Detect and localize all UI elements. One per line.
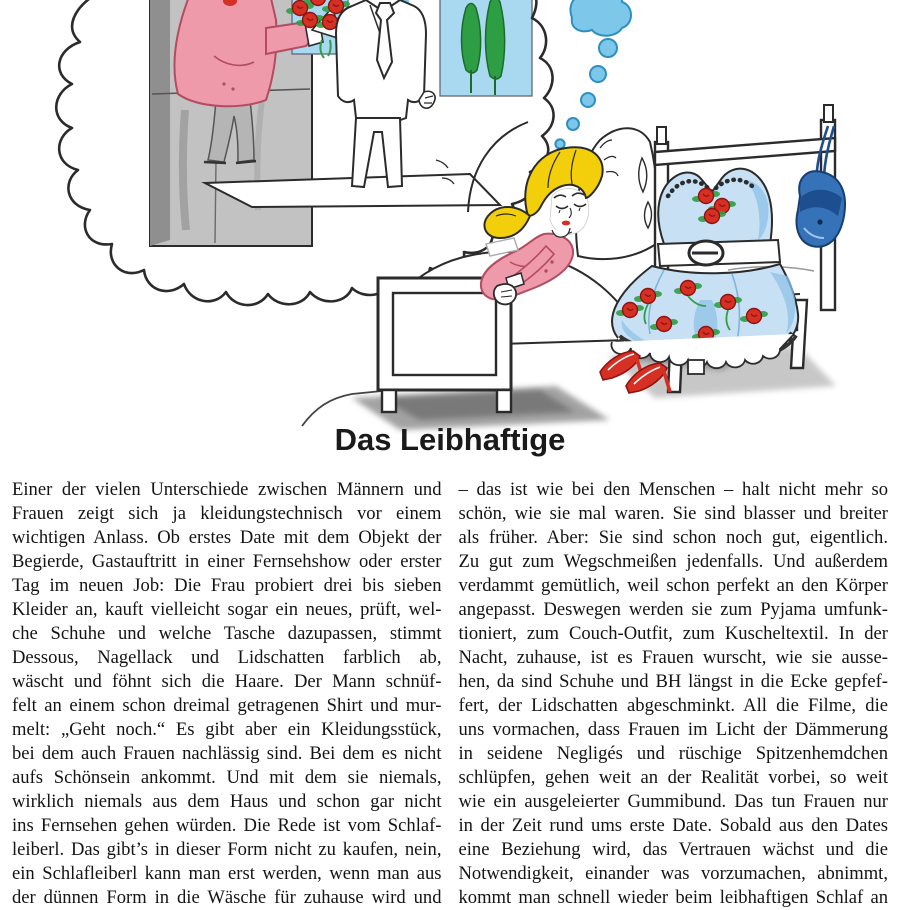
illustration-svg (0, 0, 900, 418)
text-line: felt an einem schon dreimal getragenen Shirt und mur- (12, 695, 442, 716)
text-line: Frauen zeigt sich ja kleidungstechnisch vor einem (12, 503, 442, 524)
text-line: fert, der Lidschatten abgeschminkt. All die Filme, die (458, 695, 888, 716)
text-line: melt: „Geht noch.“ Es gibt aber ein Kleidungsstück, (12, 719, 442, 740)
text-line: aufs Schönsein ankommt. Und mit dem sie niemals, (12, 767, 442, 788)
left-column (12, 478, 442, 908)
lips (562, 221, 570, 226)
text-line: schön, wie sie mal waren. Sie sind blasser und breiter (458, 503, 888, 524)
left-clipped-line (12, 886, 442, 908)
text-line: ein Schlafleiberl kann man erst werden, wenn man aus (12, 863, 442, 884)
text-line: angepasst. Deswegen werden sie zum Pyjama umfunk- (458, 599, 888, 620)
text-line: bei dem auch Frauen nachlässig sind. Bei dem es nicht (12, 743, 442, 764)
text-line: der dünnen Form in die Wäsche für zuhause wird und (12, 887, 442, 908)
dress-belt (658, 240, 780, 266)
hem-tab (688, 360, 704, 374)
text-line: hen, da sind Schuhe und BH längst in die Ecke gepfef- (458, 671, 888, 692)
text-line: wichtigen Anlass. Ob erstes Date mit dem Objekt der (12, 527, 442, 548)
text-line: Dessous, Nagellack und Lidschatten farblich ab, (12, 647, 442, 668)
text-line: Begierde, Gastauftritt in einer Fernsehshow oder erster (12, 551, 442, 572)
text-line: che Schuhe und welche Tasche dazupassen, stimmt (12, 623, 442, 644)
text-line: tioniert, zum Couch-Outfit, zum Kuscheltextil. In der (458, 623, 888, 644)
hand (494, 284, 516, 304)
right-column-lines (459, 478, 889, 886)
text-line: leiberl. Das gibt’s in dieser Form nicht zu kaufen, nein, (12, 839, 442, 860)
text-line: eine Beziehung wird, das Vertrauen wächst und die (458, 839, 888, 860)
text-line: verdammt gemütlich, weil schon perfekt an den Körper (458, 575, 888, 596)
right-clipped-line (458, 886, 889, 908)
text-line: in der Zeit rund ums erste Date. Sobald aus den Dates (458, 815, 888, 836)
text-line: uns vormachen, dass Frauen im Licht der Dämmerung (458, 719, 888, 740)
text-line: – das ist wie bei den Menschen – halt nicht mehr so (458, 479, 888, 500)
text-line: kommt man schnell wieder beim leibhaftigen Schlaf an (458, 887, 888, 908)
text-line: schlüpfen, gehen weit an der Realität vorbei, so weit (458, 767, 888, 788)
page-title: Das Leibhaftige (334, 422, 566, 457)
text-line: in seidene Negligés und rüschige Spitzenhemdchen (458, 743, 888, 764)
face (550, 189, 589, 235)
text-line: Kleider an, kauft vielleicht sogar ein neues, prüft, wel- (12, 599, 442, 620)
text-line: Notwendigkeit, einander was vorzumachen, abnimmt, (458, 863, 888, 884)
dream-bubble-trail (555, 0, 631, 149)
text-line: Einer der vielen Unterschiede zwischen Männern und (12, 479, 442, 500)
text-line: wie ein ausgeleierter Gummibund. Das tun Frauen nur (458, 791, 888, 812)
text-line: ins Fernsehen gehen würden. Die Rede ist vom Schlaf- (12, 815, 442, 836)
text-line: Nacht, zuhause, ist es Frauen wurscht, wie sie ausse- (458, 647, 888, 668)
text-line: Zu gut zum Wegschmeißen jedenfalls. Und außerdem (458, 551, 888, 572)
article (0, 464, 900, 908)
text-line: Tag im neuen Job: Die Frau probiert drei bis sieben (12, 575, 442, 596)
text-line: wäscht und föhnt sich die Haare. Der Mann schnüf- (12, 671, 442, 692)
text-line: als früher. Aber: Sie sind schon noch gut, eigentlich. (458, 527, 888, 548)
left-column-lines (12, 478, 442, 886)
right-column (458, 478, 889, 908)
text-line: wirklich niemals aus dem Haus und schon gar nicht (12, 791, 442, 812)
illustration (0, 0, 900, 418)
